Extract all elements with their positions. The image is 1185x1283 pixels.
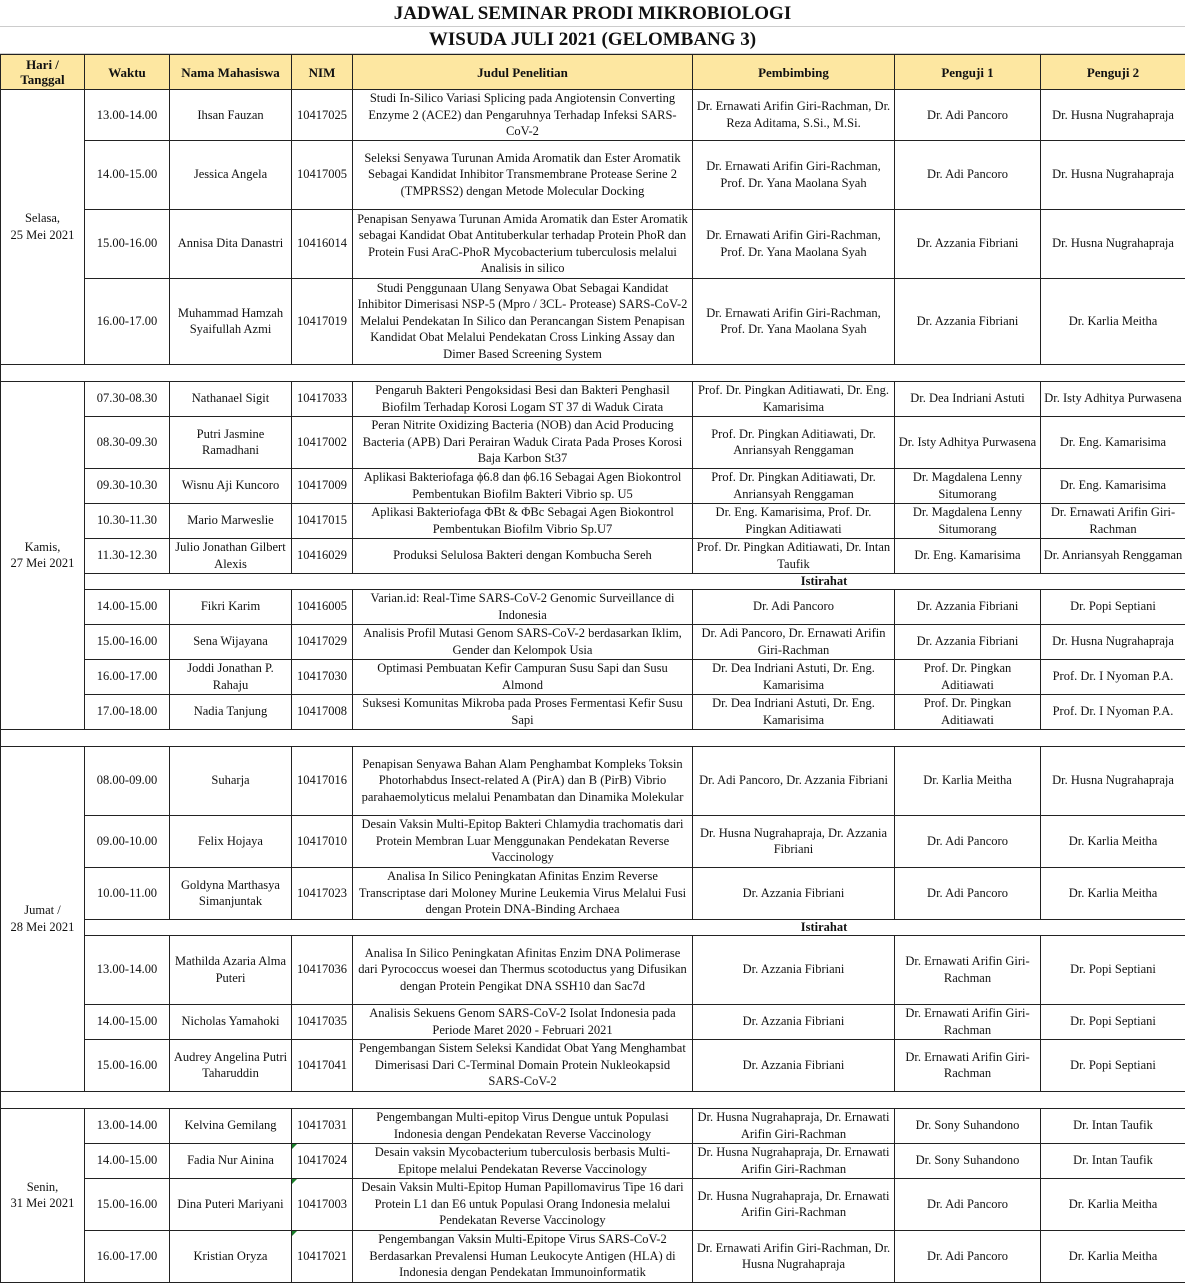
advisor-cell: Dr. Adi Pancoro, Dr. Ernawati Arifin Giri-Rachman — [693, 624, 895, 659]
time-cell: 09.00-10.00 — [85, 815, 170, 867]
day-separator — [1, 729, 1185, 746]
table-row — [1, 1143, 1185, 1178]
day-name: Senin, — [3, 1179, 82, 1196]
examiner-1-cell: Dr. Isty Adhitya Purwasena — [895, 416, 1041, 468]
table-row — [1, 278, 1185, 364]
table-row — [1, 815, 1185, 867]
table-row — [1, 503, 1185, 538]
nim-cell: 10416029 — [292, 538, 353, 573]
advisor-cell: Dr. Husna Nugrahapraja, Dr. Azzania Fibriani — [693, 815, 895, 867]
advisor-cell: Dr. Dea Indriani Astuti, Dr. Eng. Kamarisima — [693, 659, 895, 694]
nim-cell: 10417016 — [292, 746, 353, 815]
table-row — [1, 1004, 1185, 1039]
student-name-cell: Julio Jonathan Gilbert Alexis — [170, 538, 292, 573]
nim-cell: 10417025 — [292, 90, 353, 141]
header-waktu: Waktu — [85, 55, 170, 90]
examiner-1-cell: Dr. Karlia Meitha — [895, 746, 1041, 815]
time-cell: 14.00-15.00 — [85, 140, 170, 209]
thesis-title-cell: Aplikasi Bakteriofaga ϕ6.8 dan ϕ6.16 Sebagai Agen Biokontrol Pembentukan Biofilm Bakteri Vibrio sp. U5 — [353, 468, 693, 503]
examiner-2-cell: Dr. Karlia Meitha — [1041, 867, 1185, 919]
separator-cell — [1, 1091, 1185, 1108]
table-row — [1, 624, 1185, 659]
time-cell: 08.00-09.00 — [85, 746, 170, 815]
break-row — [1, 573, 1185, 589]
examiner-2-cell: Dr. Karlia Meitha — [1041, 1178, 1185, 1230]
header-judul-penelitian: Judul Penelitian — [353, 55, 693, 90]
examiner-1-cell: Dr. Azzania Fibriani — [895, 209, 1041, 278]
thesis-title-cell: Suksesi Komunitas Mikroba pada Proses Fermentasi Kefir Susu Sapi — [353, 694, 693, 729]
thesis-title-cell: Desain vaksin Mycobacterium tuberculosis berbasis Multi-Epitope melalui Pendekatan Reverse Vaccinology — [353, 1143, 693, 1178]
thesis-title-cell: Optimasi Pembuatan Kefir Campuran Susu Sapi dan Susu Almond — [353, 659, 693, 694]
table-row — [1, 209, 1185, 278]
day-name: Kamis, — [3, 539, 82, 556]
examiner-1-cell: Dr. Sony Suhandono — [895, 1143, 1041, 1178]
nim-cell: 10417024 — [292, 1143, 353, 1178]
examiner-1-cell: Dr. Azzania Fibriani — [895, 278, 1041, 364]
table-row — [1, 90, 1185, 141]
advisor-cell: Dr. Adi Pancoro, Dr. Azzania Fibriani — [693, 746, 895, 815]
advisor-cell: Dr. Eng. Kamarisima, Prof. Dr. Pingkan Aditiawati — [693, 503, 895, 538]
time-cell: 11.30-12.30 — [85, 538, 170, 573]
nim-cell: 10417041 — [292, 1039, 353, 1091]
advisor-cell: Dr. Azzania Fibriani — [693, 1004, 895, 1039]
examiner-1-cell: Dr. Eng. Kamarisima — [895, 538, 1041, 573]
advisor-cell: Dr. Dea Indriani Astuti, Dr. Eng. Kamarisima — [693, 694, 895, 729]
examiner-2-cell: Dr. Ernawati Arifin Giri-Rachman — [1041, 503, 1185, 538]
header-nim: NIM — [292, 55, 353, 90]
examiner-2-cell: Dr. Popi Septiani — [1041, 1039, 1185, 1091]
examiner-1-cell: Prof. Dr. Pingkan Aditiawati — [895, 694, 1041, 729]
examiner-1-cell: Dr. Magdalena Lenny Situmorang — [895, 468, 1041, 503]
nim-cell: 10417005 — [292, 140, 353, 209]
advisor-cell: Dr. Adi Pancoro — [693, 589, 895, 624]
nim-cell: 10417030 — [292, 659, 353, 694]
examiner-1-cell: Dr. Adi Pancoro — [895, 1178, 1041, 1230]
advisor-cell: Dr. Azzania Fibriani — [693, 867, 895, 919]
thesis-title-cell: Analisa In Silico Peningkatan Afinitas Enzim Reverse Transcriptase dari Moloney Murine Leukemia Virus Melalui Fusi dengan Protein DNA-Binding Archaea — [353, 867, 693, 919]
thesis-title-cell: Produksi Selulosa Bakteri dengan Kombucha Sereh — [353, 538, 693, 573]
nim-cell: 10417019 — [292, 278, 353, 364]
header-hari-tanggal: Hari / Tanggal — [1, 55, 85, 90]
student-name-cell: Jessica Angela — [170, 140, 292, 209]
examiner-1-cell: Dr. Ernawati Arifin Giri-Rachman — [895, 935, 1041, 1004]
examiner-2-cell: Dr. Intan Taufik — [1041, 1143, 1185, 1178]
examiner-1-cell: Dr. Dea Indriani Astuti — [895, 381, 1041, 416]
advisor-cell: Dr. Azzania Fibriani — [693, 1039, 895, 1091]
advisor-cell: Dr. Ernawati Arifin Giri-Rachman, Prof. Dr. Yana Maolana Syah — [693, 278, 895, 364]
nim-cell: 10417033 — [292, 381, 353, 416]
table-row — [1, 1039, 1185, 1091]
thesis-title-cell: Studi Penggunaan Ulang Senyawa Obat Sebagai Kandidat Inhibitor Dimerisasi NSP-5 (Mpro / 3CL- Protease) SARS-CoV-2 Melalui Pendekatan In Silico dan Perancangan Sistem Penapisan Kandidat Obat Melalui Pendekatan Cross Linking Assay dan Dimer Based Screening System — [353, 278, 693, 364]
thesis-title-cell: Pengembangan Vaksin Multi-Epitope Virus SARS-CoV-2 Berdasarkan Prevalensi Human Leukocyte Antigen (HLA) di Indonesia dengan Pendekatan Immunoinformatik — [353, 1230, 693, 1282]
time-cell: 17.00-18.00 — [85, 694, 170, 729]
nim-cell: 10417021 — [292, 1230, 353, 1282]
nim-cell: 10417010 — [292, 815, 353, 867]
table-row — [1, 867, 1185, 919]
day-date: 25 Mei 2021 — [3, 227, 82, 244]
document-title: JADWAL SEMINAR PRODI MIKROBIOLOGI — [0, 0, 1185, 27]
day-date-cell — [1, 746, 85, 1091]
examiner-1-cell: Dr. Adi Pancoro — [895, 815, 1041, 867]
advisor-cell: Dr. Ernawati Arifin Giri-Rachman, Prof. Dr. Yana Maolana Syah — [693, 140, 895, 209]
thesis-title-cell: Penapisan Senyawa Turunan Amida Aromatik dan Ester Aromatik sebagai Kandidat Obat Antituberkular terhadap Protein PhoR dan Protein Fusi AraC-PhoR Mycobacterium tuberculosis melalui Analisis in silico — [353, 209, 693, 278]
student-name-cell: Kristian Oryza — [170, 1230, 292, 1282]
nim-cell: 10417023 — [292, 867, 353, 919]
advisor-cell: Dr. Husna Nugrahapraja, Dr. Ernawati Arifin Giri-Rachman — [693, 1143, 895, 1178]
student-name-cell: Annisa Dita Danastri — [170, 209, 292, 278]
student-name-cell: Mario Marweslie — [170, 503, 292, 538]
advisor-cell: Dr. Ernawati Arifin Giri-Rachman, Dr. Husna Nugrahapraja — [693, 1230, 895, 1282]
day-name: Jumat / — [3, 902, 82, 919]
student-name-cell: Joddi Jonathan P. Rahaju — [170, 659, 292, 694]
examiner-2-cell: Dr. Karlia Meitha — [1041, 815, 1185, 867]
time-cell: 09.30-10.30 — [85, 468, 170, 503]
student-name-cell: Mathilda Azaria Alma Puteri — [170, 935, 292, 1004]
advisor-cell: Prof. Dr. Pingkan Aditiawati, Dr. Anriansyah Renggaman — [693, 468, 895, 503]
nim-cell: 10417008 — [292, 694, 353, 729]
thesis-title-cell: Peran Nitrite Oxidizing Bacteria (NOB) dan Acid Producing Bacteria (APB) Dari Perairan Waduk Cirata Pada Proses Korosi Baja Karbon St37 — [353, 416, 693, 468]
student-name-cell: Wisnu Aji Kuncoro — [170, 468, 292, 503]
nim-cell: 10417003 — [292, 1178, 353, 1230]
student-name-cell: Kelvina Gemilang — [170, 1108, 292, 1143]
nim-cell: 10417002 — [292, 416, 353, 468]
table-row — [1, 659, 1185, 694]
thesis-title-cell: Desain Vaksin Multi-Epitop Bakteri Chlamydia trachomatis dari Protein Membran Luar Menggunakan Pendekatan Reverse Vaccinology — [353, 815, 693, 867]
thesis-title-cell: Seleksi Senyawa Turunan Amida Aromatik dan Ester Aromatik Sebagai Kandidat Inhibitor Transmembrane Protease Serine 2 (TMPRSS2) dengan Metode Molecular Docking — [353, 140, 693, 209]
examiner-1-cell: Dr. Ernawati Arifin Giri-Rachman — [895, 1004, 1041, 1039]
document-subtitle: WISUDA JULI 2021 (GELOMBANG 3) — [0, 27, 1185, 54]
examiner-2-cell: Dr. Eng. Kamarisima — [1041, 468, 1185, 503]
examiner-1-cell: Prof. Dr. Pingkan Aditiawati — [895, 659, 1041, 694]
time-cell: 07.30-08.30 — [85, 381, 170, 416]
thesis-title-cell: Pengembangan Multi-epitop Virus Dengue untuk Populasi Indonesia dengan Pendekatan Reverse Vaccinology — [353, 1108, 693, 1143]
table-row — [1, 416, 1185, 468]
table-row — [1, 589, 1185, 624]
student-name-cell: Fikri Karim — [170, 589, 292, 624]
student-name-cell: Dina Puteri Mariyani — [170, 1178, 292, 1230]
examiner-1-cell: Dr. Sony Suhandono — [895, 1108, 1041, 1143]
student-name-cell: Putri Jasmine Ramadhani — [170, 416, 292, 468]
examiner-1-cell: Dr. Ernawati Arifin Giri-Rachman — [895, 1039, 1041, 1091]
table-row — [1, 746, 1185, 815]
table-row — [1, 1108, 1185, 1143]
time-cell: 15.00-16.00 — [85, 1178, 170, 1230]
time-cell: 08.30-09.30 — [85, 416, 170, 468]
thesis-title-cell: Analisis Sekuens Genom SARS-CoV-2 Isolat Indonesia pada Periode Maret 2020 - Februari 2021 — [353, 1004, 693, 1039]
examiner-2-cell: Dr. Popi Septiani — [1041, 589, 1185, 624]
examiner-2-cell: Dr. Husna Nugrahapraja — [1041, 746, 1185, 815]
day-date-cell — [1, 381, 85, 729]
examiner-1-cell: Dr. Azzania Fibriani — [895, 624, 1041, 659]
student-name-cell: Felix Hojaya — [170, 815, 292, 867]
student-name-cell: Fadia Nur Ainina — [170, 1143, 292, 1178]
thesis-title-cell: Penapisan Senyawa Bahan Alam Penghambat Kompleks Toksin Photorhabdus Insect-related A (PirA) dan B (PirB) Vibrio parahaemolyticus melalui Penambatan dan Dinamika Molekular — [353, 746, 693, 815]
thesis-title-cell: Aplikasi Bakteriofaga ΦBt & ΦBc Sebagai Agen Biokontrol Pembentukan Biofilm Vibrio Sp.U7 — [353, 503, 693, 538]
nim-cell: 10417015 — [292, 503, 353, 538]
table-row — [1, 694, 1185, 729]
schedule-body — [1, 90, 1185, 1283]
nim-cell: 10417031 — [292, 1108, 353, 1143]
time-cell: 15.00-16.00 — [85, 209, 170, 278]
examiner-2-cell: Dr. Intan Taufik — [1041, 1108, 1185, 1143]
advisor-cell: Dr. Husna Nugrahapraja, Dr. Ernawati Arifin Giri-Rachman — [693, 1108, 895, 1143]
nim-cell: 10417009 — [292, 468, 353, 503]
nim-cell: 10416014 — [292, 209, 353, 278]
examiner-1-cell: Dr. Adi Pancoro — [895, 140, 1041, 209]
time-cell: 16.00-17.00 — [85, 659, 170, 694]
nim-cell: 10417036 — [292, 935, 353, 1004]
day-date: 27 Mei 2021 — [3, 555, 82, 572]
day-date-cell — [1, 90, 85, 365]
table-header-row — [1, 55, 1185, 90]
table-row — [1, 935, 1185, 1004]
examiner-2-cell: Dr. Husna Nugrahapraja — [1041, 140, 1185, 209]
table-row — [1, 1230, 1185, 1282]
examiner-1-cell: Dr. Azzania Fibriani — [895, 589, 1041, 624]
student-name-cell: Goldyna Marthasya Simanjuntak — [170, 867, 292, 919]
examiner-1-cell: Dr. Magdalena Lenny Situmorang — [895, 503, 1041, 538]
time-cell: 14.00-15.00 — [85, 1004, 170, 1039]
header-penguji-2: Penguji 2 — [1041, 55, 1185, 90]
advisor-cell: Prof. Dr. Pingkan Aditiawati, Dr. Anriansyah Renggaman — [693, 416, 895, 468]
table-row — [1, 381, 1185, 416]
examiner-1-cell: Dr. Adi Pancoro — [895, 867, 1041, 919]
nim-cell: 10417035 — [292, 1004, 353, 1039]
day-separator — [1, 1091, 1185, 1108]
header-nama-mahasiswa: Nama Mahasiswa — [170, 55, 292, 90]
thesis-title-cell: Studi In-Silico Variasi Splicing pada Angiotensin Converting Enzyme 2 (ACE2) dan Pengaruhnya Terhadap Infeksi SARS-CoV-2 — [353, 90, 693, 141]
examiner-2-cell: Dr. Karlia Meitha — [1041, 1230, 1185, 1282]
thesis-title-cell: Analisa In Silico Peningkatan Afinitas Enzim DNA Polimerase dari Pyrococcus woesei dan Thermus scotoductus yang Difusikan dengan Protein Pengikat DNA SSH10 dan Sac7d — [353, 935, 693, 1004]
day-date: 28 Mei 2021 — [3, 919, 82, 936]
separator-cell — [1, 364, 1185, 381]
examiner-2-cell: Dr. Isty Adhitya Purwasena — [1041, 381, 1185, 416]
examiner-2-cell: Dr. Husna Nugrahapraja — [1041, 624, 1185, 659]
student-name-cell: Ihsan Fauzan — [170, 90, 292, 141]
seminar-schedule-table — [0, 54, 1185, 1283]
examiner-2-cell: Dr. Anriansyah Renggaman — [1041, 538, 1185, 573]
time-cell: 14.00-15.00 — [85, 1143, 170, 1178]
examiner-2-cell: Prof. Dr. I Nyoman P.A. — [1041, 694, 1185, 729]
time-cell: 16.00-17.00 — [85, 1230, 170, 1282]
advisor-cell: Dr. Husna Nugrahapraja, Dr. Ernawati Arifin Giri-Rachman — [693, 1178, 895, 1230]
examiner-2-cell: Dr. Karlia Meitha — [1041, 278, 1185, 364]
examiner-2-cell: Dr. Eng. Kamarisima — [1041, 416, 1185, 468]
table-row — [1, 538, 1185, 573]
day-name: Selasa, — [3, 210, 82, 227]
examiner-2-cell: Dr. Husna Nugrahapraja — [1041, 90, 1185, 141]
examiner-1-cell: Dr. Adi Pancoro — [895, 1230, 1041, 1282]
break-label: Istirahat — [85, 919, 1185, 935]
time-cell: 14.00-15.00 — [85, 589, 170, 624]
student-name-cell: Muhammad Hamzah Syaifullah Azmi — [170, 278, 292, 364]
table-row — [1, 1178, 1185, 1230]
time-cell: 15.00-16.00 — [85, 1039, 170, 1091]
header-penguji-1: Penguji 1 — [895, 55, 1041, 90]
thesis-title-cell: Desain Vaksin Multi-Epitop Human Papillomavirus Tipe 16 dari Protein L1 dan E6 untuk Populasi Orang Indonesia melalui Pendekatan Reverse Vaccinology — [353, 1178, 693, 1230]
student-name-cell: Nadia Tanjung — [170, 694, 292, 729]
thesis-title-cell: Analisis Profil Mutasi Genom SARS-CoV-2 berdasarkan Iklim, Gender dan Kelompok Usia — [353, 624, 693, 659]
student-name-cell: Suharja — [170, 746, 292, 815]
examiner-2-cell: Prof. Dr. I Nyoman P.A. — [1041, 659, 1185, 694]
break-row — [1, 919, 1185, 935]
thesis-title-cell: Varian.id: Real-Time SARS-CoV-2 Genomic Surveillance di Indonesia — [353, 589, 693, 624]
time-cell: 13.00-14.00 — [85, 1108, 170, 1143]
examiner-2-cell: Dr. Husna Nugrahapraja — [1041, 209, 1185, 278]
day-separator — [1, 364, 1185, 381]
advisor-cell: Dr. Ernawati Arifin Giri-Rachman, Dr. Reza Aditama, S.Si., M.Si. — [693, 90, 895, 141]
separator-cell — [1, 729, 1185, 746]
student-name-cell: Sena Wijayana — [170, 624, 292, 659]
thesis-title-cell: Pengaruh Bakteri Pengoksidasi Besi dan Bakteri Penghasil Biofilm Terhadap Korosi Logam ST 37 di Waduk Cirata — [353, 381, 693, 416]
student-name-cell: Nathanael Sigit — [170, 381, 292, 416]
student-name-cell: Nicholas Yamahoki — [170, 1004, 292, 1039]
day-date-cell — [1, 1108, 85, 1282]
advisor-cell: Prof. Dr. Pingkan Aditiawati, Dr. Eng. Kamarisima — [693, 381, 895, 416]
time-cell: 13.00-14.00 — [85, 935, 170, 1004]
time-cell: 15.00-16.00 — [85, 624, 170, 659]
advisor-cell: Dr. Ernawati Arifin Giri-Rachman, Prof. Dr. Yana Maolana Syah — [693, 209, 895, 278]
break-label: Istirahat — [85, 573, 1185, 589]
time-cell: 10.00-11.00 — [85, 867, 170, 919]
examiner-2-cell: Dr. Popi Septiani — [1041, 1004, 1185, 1039]
table-row — [1, 468, 1185, 503]
nim-cell: 10416005 — [292, 589, 353, 624]
advisor-cell: Dr. Azzania Fibriani — [693, 935, 895, 1004]
time-cell: 13.00-14.00 — [85, 90, 170, 141]
time-cell: 10.30-11.30 — [85, 503, 170, 538]
examiner-1-cell: Dr. Adi Pancoro — [895, 90, 1041, 141]
time-cell: 16.00-17.00 — [85, 278, 170, 364]
day-date: 31 Mei 2021 — [3, 1195, 82, 1212]
thesis-title-cell: Pengembangan Sistem Seleksi Kandidat Obat Yang Menghambat Dimerisasi Dari C-Terminal Domain Protein Nukleokapsid SARS-CoV-2 — [353, 1039, 693, 1091]
header-pembimbing: Pembimbing — [693, 55, 895, 90]
nim-cell: 10417029 — [292, 624, 353, 659]
examiner-2-cell: Dr. Popi Septiani — [1041, 935, 1185, 1004]
student-name-cell: Audrey Angelina Putri Taharuddin — [170, 1039, 292, 1091]
table-row — [1, 140, 1185, 209]
advisor-cell: Prof. Dr. Pingkan Aditiawati, Dr. Intan Taufik — [693, 538, 895, 573]
